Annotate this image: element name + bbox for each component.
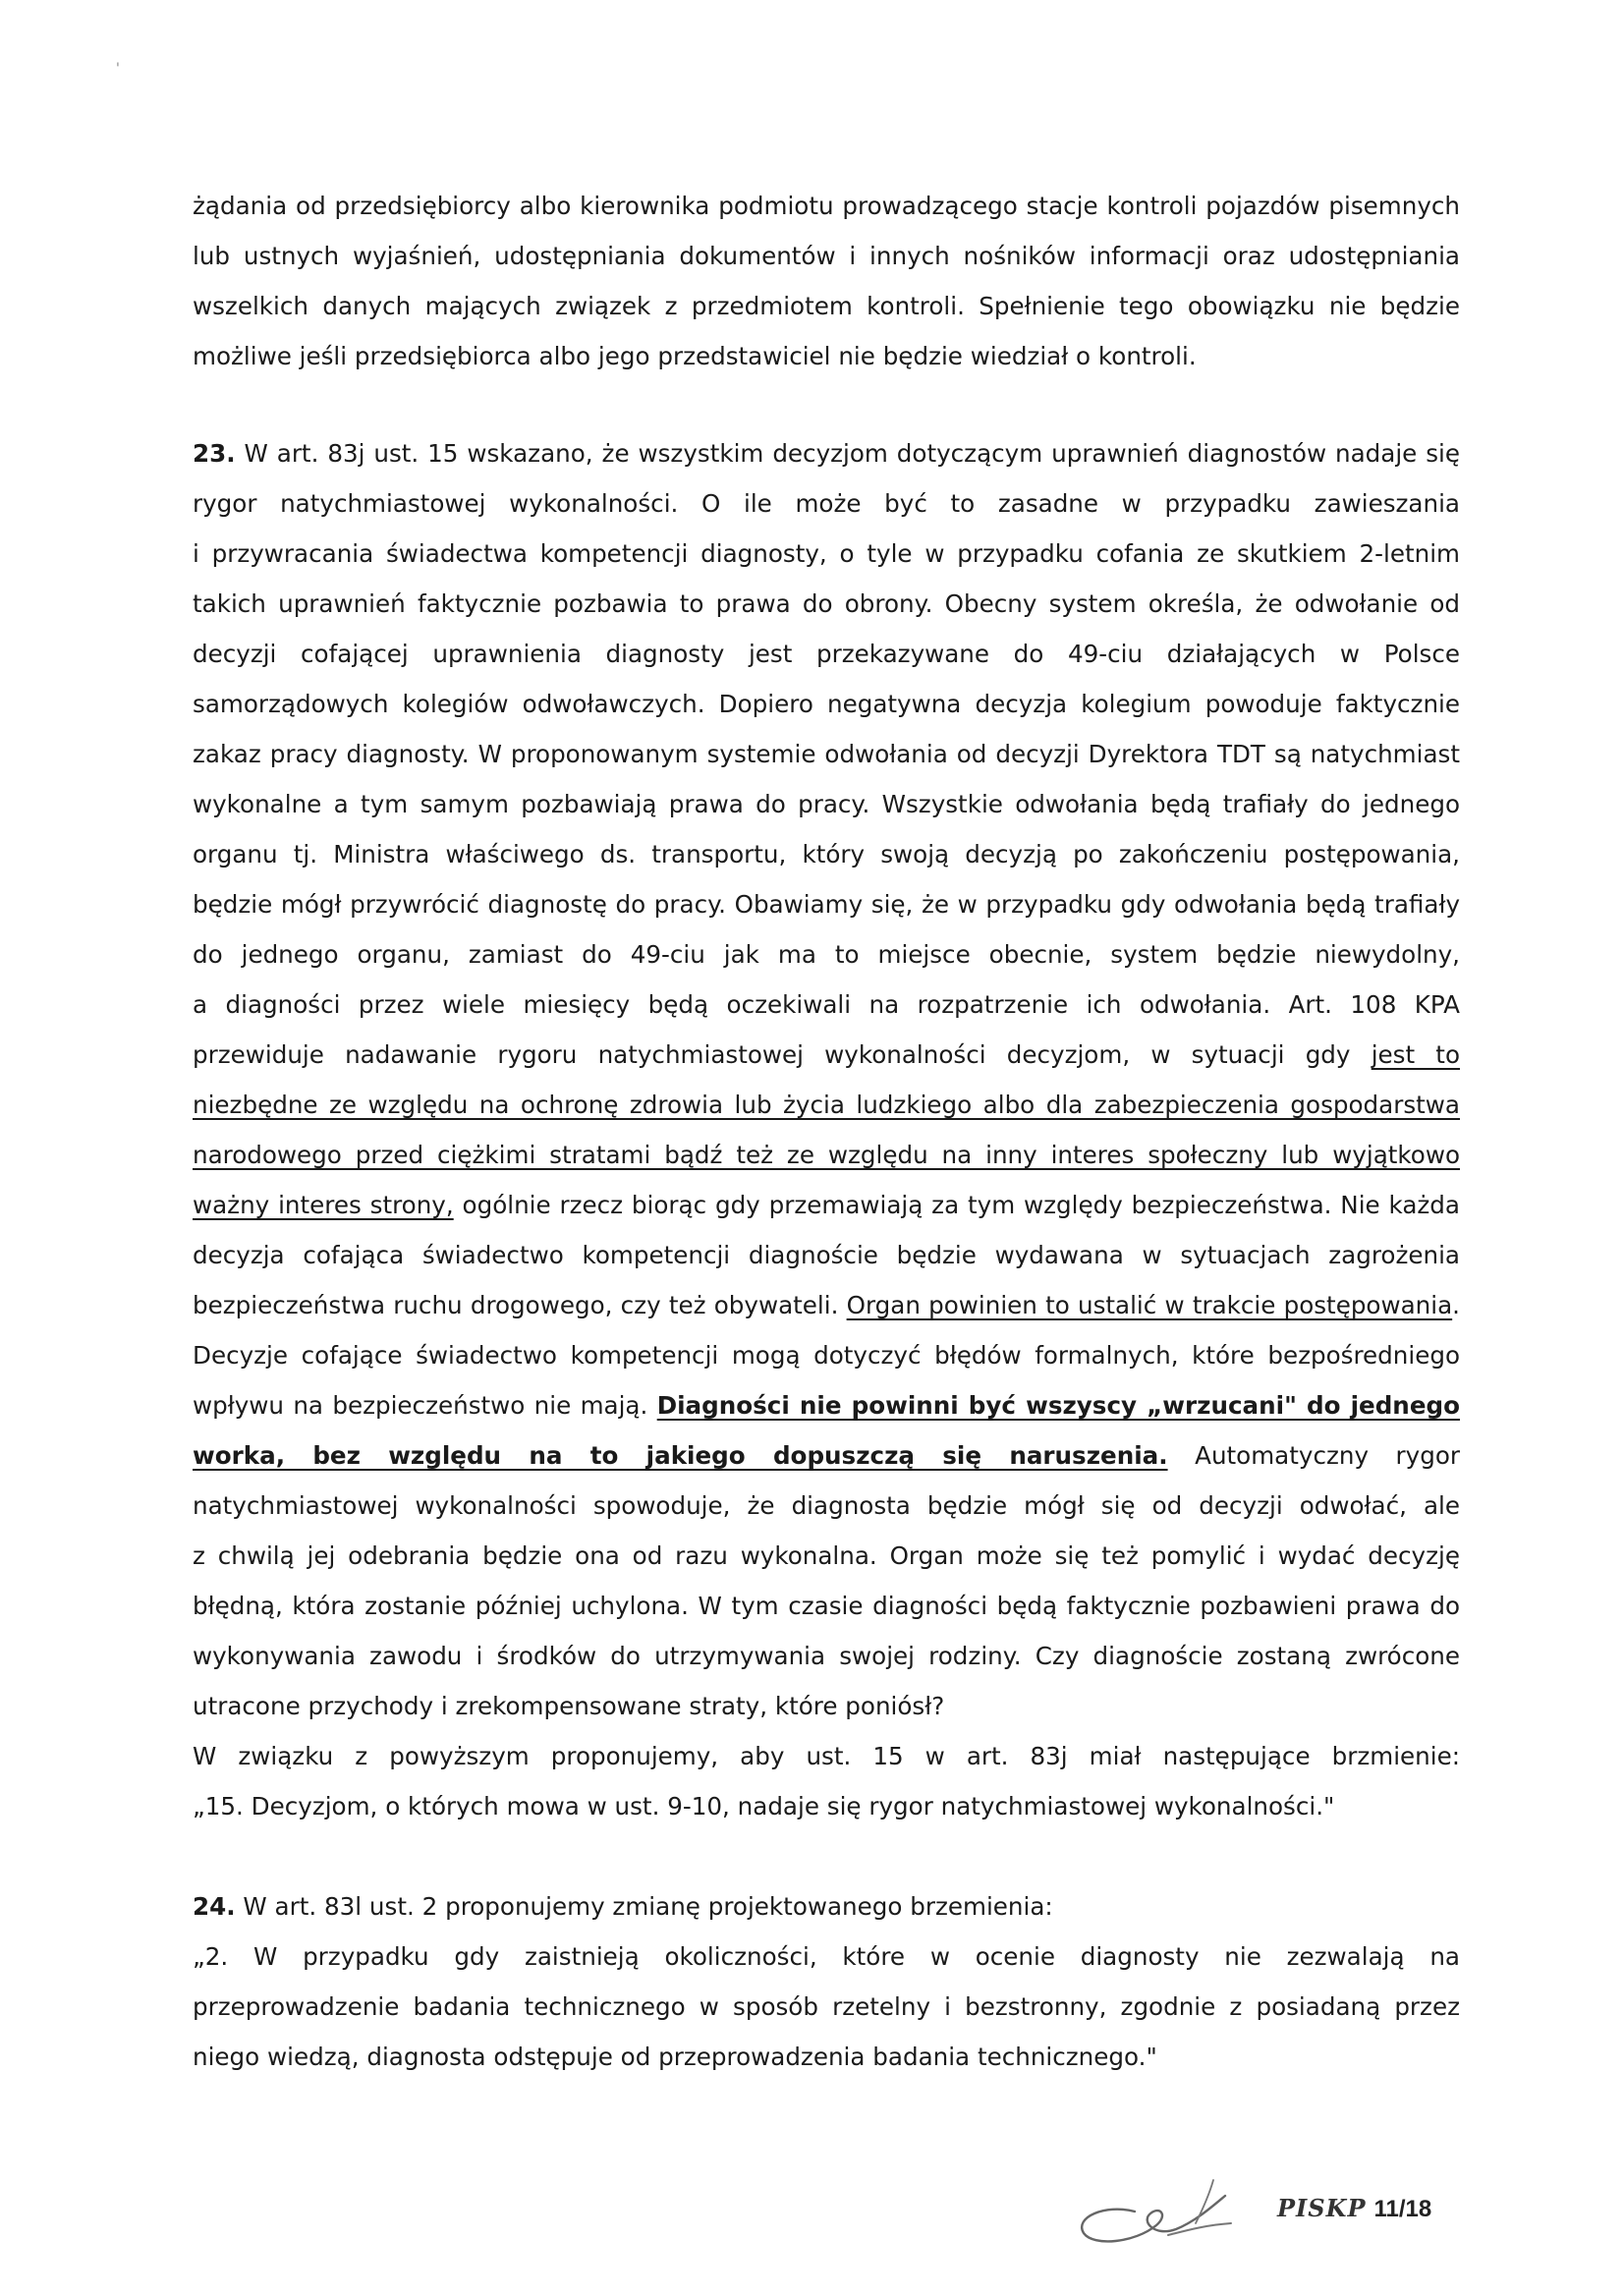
text-line: ważny interes strony, ogólnie rzecz biorąc gdy przemawiają za tym względy bezpieczeństwa. Nie każda: [193, 1191, 1460, 1219]
bold-underlined-text: Diagności nie powinni być wszyscy „wrzucani" do jednego: [656, 1391, 1461, 1420]
text-line: Decyzje cofające świadectwo kompetencji mogą dotyczyć błędów formalnych, które bezpośredniego: [193, 1341, 1460, 1370]
text-line: [193, 1080, 1460, 1130]
text-line: W związku z powyższym proponujemy, aby ust. 15 w art. 83j miał następujące brzmienie:: [193, 1742, 1460, 1770]
piskp-logo: PISKP: [1277, 2194, 1367, 2222]
text-line: 24. W art. 83l ust. 2 proponujemy zmianę projektowanego brzemienia:: [193, 1892, 1053, 1921]
text-line: będzie mógł przywrócić diagnostę do pracy. Obawiamy się, że w przypadku gdy odwołania będą trafiały: [193, 890, 1460, 919]
underlined-text: jest to: [1371, 1040, 1460, 1069]
underlined-text: ważny interes strony,: [193, 1191, 454, 1219]
text-line: wpływu na bezpieczeństwo nie mają. Diagności nie powinni być wszyscy „wrzucani" do jednego: [193, 1391, 1461, 1420]
text-line: decyzji cofającej uprawnienia diagnosty jest przekazywane do 49-ciu działających w Polsce: [193, 640, 1460, 668]
text-line: natychmiastowej wykonalności spowoduje, że diagnosta będzie mógł się od decyzji odwołać, ale: [193, 1491, 1460, 1520]
top-paragraph: [193, 181, 1460, 381]
point-number: 24.: [193, 1892, 236, 1921]
scan-speck: ': [116, 61, 120, 77]
text-line: z chwilą jej odebrania będzie ona od razu wykonalna. Organ może się też pomylić i wydać decyzję: [193, 1541, 1460, 1570]
text-line: możliwe jeśli przedsiębiorca albo jego przedstawiciel nie będzie wiedział o kontroli.: [193, 342, 1197, 370]
text-line: przewiduje nadawanie rygoru natychmiastowej wykonalności decyzjom, w sytuacji gdy jest to: [193, 1040, 1460, 1069]
text-line: wszelkich danych mających związek z przedmiotem kontroli. Spełnienie tego obowiązku nie będzie: [193, 292, 1460, 320]
text-line: wykonalne a tym samym pozbawiają prawa do pracy. Wszystkie odwołania będą trafiały do jednego: [193, 790, 1460, 818]
text-line: worka, bez względu na to jakiego dopuszczą się naruszenia. Automatyczny rygor: [193, 1441, 1460, 1470]
signature-icon: [1066, 2166, 1243, 2265]
text-line: organu tj. Ministra właściwego ds. transportu, który swoją decyzją po zakończeniu postępowania,: [193, 840, 1460, 868]
text-line: samorządowych kolegiów odwoławczych. Dopiero negatywna decyzja kolegium powoduje faktycznie: [193, 690, 1460, 718]
text-line: bezpieczeństwa ruchu drogowego, czy też obywateli. Organ powinien to ustalić w trakcie postępowania.: [193, 1291, 1460, 1319]
text-line: żądania od przedsiębiorcy albo kierownika podmiotu prowadzącego stacje kontroli pojazdów pisemnych: [193, 192, 1460, 220]
point-24: [193, 1881, 1460, 2082]
text-line: zakaz pracy diagnosty. W proponowanym systemie odwołania od decyzji Dyrektora TDT są natychmiast: [193, 740, 1460, 768]
text-line: utracone przychody i zrekompensowane straty, które poniósł?: [193, 1692, 945, 1720]
text-line: wykonywania zawodu i środków do utrzymywania swojej rodziny. Czy diagnoście zostaną zwrócone: [193, 1642, 1460, 1670]
page-footer: [1277, 2189, 1431, 2228]
text-line: rygor natychmiastowej wykonalności. O ile może być to zasadne w przypadku zawieszania: [193, 489, 1460, 518]
text-line: a diagności przez wiele miesięcy będą oczekiwali na rozpatrzenie ich odwołania. Art. 108 KPA: [193, 990, 1460, 1019]
page-number: 11/18: [1373, 2196, 1432, 2222]
text-line: „2. W przypadku gdy zaistnieją okoliczności, które w ocenie diagnosty nie zezwalają na: [193, 1942, 1460, 1971]
text-line: lub ustnych wyjaśnień, udostępniania dokumentów i innych nośników informacji oraz udostępniania: [193, 242, 1460, 270]
text-line: „15. Decyzjom, o których mowa w ust. 9-10, nadaje się rygor natychmiastowej wykonalności.": [193, 1792, 1335, 1820]
bold-underlined-text: worka, bez względu na to jakiego dopuszczą się naruszenia.: [193, 1441, 1168, 1470]
text-line: niego wiedzą, diagnosta odstępuje od przeprowadzenia badania technicznego.": [193, 2043, 1157, 2071]
underlined-text: niezbędne ze względu na ochronę zdrowia lub życia ludzkiego albo dla zabezpieczenia gospodarstwa: [193, 1091, 1460, 1119]
text-line: 23. W art. 83j ust. 15 wskazano, że wszystkim decyzjom dotyczącym uprawnień diagnostów nadaje się: [193, 439, 1460, 468]
underlined-text: Organ powinien to ustalić w trakcie postępowania: [846, 1291, 1453, 1319]
text-line: [193, 1130, 1460, 1180]
text-line: przeprowadzenie badania technicznego w sposób rzetelny i bezstronny, zgodnie z posiadaną przez: [193, 1992, 1460, 2021]
underlined-text: narodowego przed ciężkimi stratami bądź też ze względu na inny interes społeczny lub wyjątkowo: [193, 1141, 1460, 1169]
text-line: takich uprawnień faktycznie pozbawia to prawa do obrony. Obecny system określa, że odwołanie od: [193, 589, 1460, 618]
point-number: 23.: [193, 439, 236, 468]
text-line: błędną, która zostanie później uchylona. W tym czasie diagności będą faktycznie pozbawieni prawa do: [193, 1592, 1460, 1620]
text-line: i przywracania świadectwa kompetencji diagnosty, o tyle w przypadku cofania ze skutkiem 2-letnim: [193, 539, 1460, 568]
point-23: [193, 428, 1460, 1831]
text-line: do jednego organu, zamiast do 49-ciu jak ma to miejsce obecnie, system będzie niewydolny,: [193, 940, 1460, 969]
text-line: decyzja cofająca świadectwo kompetencji diagnoście będzie wydawana w sytuacjach zagrożenia: [193, 1241, 1460, 1269]
